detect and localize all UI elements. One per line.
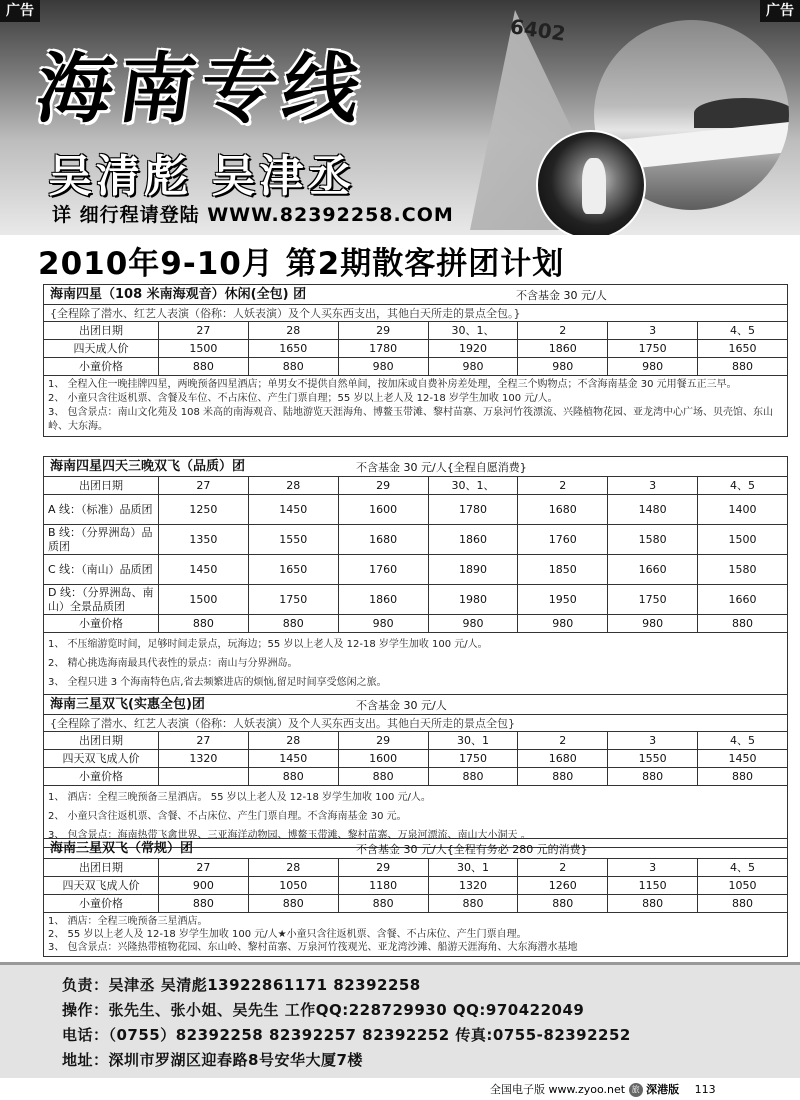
price-cell: 1760	[338, 555, 428, 585]
note-item: 1、 酒店：全程三晚预备三星酒店。 55 岁以上老人及 12-18 岁学生加收 100 元/人。	[48, 792, 431, 803]
price-cell: 880	[608, 768, 698, 786]
note-item: 1、 全程入住一晚挂牌四星，两晚预备四星酒店；单男女不提供自然单间，按加床或自费补房差处理，全程三个购物点；不含海南基金 30 元用餐五正三早。	[48, 379, 737, 390]
date-cell: 30、1、	[428, 322, 518, 340]
date-cell: 29	[338, 859, 428, 877]
price-cell: 880	[608, 895, 698, 913]
price-cell: 1600	[338, 495, 428, 525]
price-cell: 880	[159, 615, 249, 633]
edition-label: 深港版	[646, 1083, 680, 1096]
price-cell: 1680	[518, 495, 608, 525]
table-row	[44, 585, 788, 615]
row-label: A 线：（标准）品质团	[44, 495, 159, 525]
date-header-row	[44, 859, 788, 877]
price-cell: 1750	[428, 750, 518, 768]
fee-note: 不含基金 30 元/人	[356, 699, 447, 712]
price-cell: 880	[159, 358, 249, 376]
price-cell: 1500	[159, 340, 249, 358]
tour-section-4	[43, 838, 788, 957]
price-cell: 1550	[248, 525, 338, 555]
price-cell: 880	[248, 768, 338, 786]
date-cell: 29	[338, 732, 428, 750]
price-cell: 1180	[338, 877, 428, 895]
price-cell: 1920	[428, 340, 518, 358]
price-cell: 880	[338, 768, 428, 786]
section-title: 海南四星四天三晚双飞（品质）团 不含基金 30 元/人{全程自愿消费}	[43, 456, 788, 476]
section-title: 海南三星双飞（常规）团 不含基金 30 元/人{全程有务必 280 元的消费}	[43, 838, 788, 858]
section-title: 海南四星（108 米南海观音）休闲(全包) 团 不含基金 30 元/人	[43, 284, 788, 304]
date-cell: 27	[159, 477, 249, 495]
row-label: 小童价格	[44, 358, 159, 376]
price-cell: 880	[248, 615, 338, 633]
date-cell: 3	[608, 477, 698, 495]
date-cell: 4、5	[698, 859, 788, 877]
section-subtitle: {全程除了潜水、红艺人表演（俗称：人妖表演）及个人买东西支出。其他白天所走的景点全包}	[43, 714, 788, 731]
date-cell: 28	[248, 859, 338, 877]
price-cell: 980	[518, 358, 608, 376]
date-cell: 29	[338, 477, 428, 495]
date-cell: 27	[159, 732, 249, 750]
contact-address: 地址：深圳市罗湖区迎春路8号安华大厦7楼	[62, 1051, 363, 1069]
dancer-photo	[536, 130, 646, 235]
row-label: 四天成人价	[44, 340, 159, 358]
price-cell: 1320	[159, 750, 249, 768]
price-cell: 1450	[159, 555, 249, 585]
price-cell: 1650	[698, 340, 788, 358]
price-cell: 980	[518, 615, 608, 633]
date-cell: 30、1	[428, 732, 518, 750]
price-cell: 980	[608, 358, 698, 376]
fee-note: 不含基金 30 元/人{全程有务必 280 元的消费}	[356, 843, 588, 856]
row-label: 小童价格	[44, 895, 159, 913]
price-cell: 1260	[518, 877, 608, 895]
date-cell: 29	[338, 322, 428, 340]
date-header-row	[44, 477, 788, 495]
date-cell: 4、5	[698, 477, 788, 495]
price-cell: 1500	[698, 525, 788, 555]
note-item: 3、 包含景点：海南热带飞禽世界、三亚海洋动物园、博鳌玉带滩、黎村苗寨、万泉河漂流、南山大小洞天 。	[48, 830, 531, 841]
price-cell: 1050	[698, 877, 788, 895]
table-row	[44, 895, 788, 913]
note-item: 3、 全程只进 3 个海南特色店,省去频繁进店的烦恼,留足时间享受悠闲之旅。	[48, 677, 387, 688]
price-cell: 1320	[428, 877, 518, 895]
date-cell: 27	[159, 859, 249, 877]
price-cell: 880	[159, 895, 249, 913]
sail-number: 6402	[508, 14, 568, 46]
date-cell: 27	[159, 322, 249, 340]
price-cell: 880	[338, 895, 428, 913]
price-cell: 1890	[428, 555, 518, 585]
row-label: 小童价格	[44, 615, 159, 633]
note-item: 2、 精心挑选海南最具代表性的景点：南山与分界洲岛。	[48, 658, 298, 669]
price-cell: 900	[159, 877, 249, 895]
price-cell: 880	[698, 895, 788, 913]
note-item: 2、 小童只含往返机票、含餐及车位、不占床位、产生门票自理；55 岁以上老人及 12-18 岁学生加收 100 元/人。	[48, 393, 558, 404]
section-title: 海南三星双飞(实惠全包)团 不含基金 30 元/人	[43, 694, 788, 714]
section-subtitle: {全程除了潜水、红艺人表演（俗称：人妖表演）及个人买东西支出，其他白天所走的景点全包。}	[43, 304, 788, 321]
price-cell: 1250	[159, 495, 249, 525]
website-line: 详 细行程请登陆 WWW.82392258.COM	[52, 204, 454, 226]
price-cell: 1450	[248, 495, 338, 525]
price-cell: 1860	[338, 585, 428, 615]
date-cell: 4、5	[698, 322, 788, 340]
price-cell: 1450	[698, 750, 788, 768]
table-row	[44, 525, 788, 555]
ad-tag-right: 广告	[760, 0, 800, 22]
note-item: 3、 包含景点：南山文化苑及 108 米高的南海观音、陆地游览天涯海角、博鳌玉带滩、黎村苗寨、万泉河竹筏漂流、兴隆植物花园、亚龙湾中心广场、贝壳馆、东山岭、大东海。	[48, 407, 773, 432]
note-item: 2、 55 岁以上老人及 12-18 岁学生加收 100 元/人★小童只含往返机票、含餐、不占床位、产生门票自理。	[48, 929, 527, 940]
header-banner	[0, 0, 800, 235]
price-cell: 880	[428, 768, 518, 786]
price-table	[43, 731, 788, 786]
price-cell: 880	[518, 895, 608, 913]
table-row	[44, 768, 788, 786]
price-cell: 1580	[698, 555, 788, 585]
price-cell: 1400	[698, 495, 788, 525]
price-cell: 880	[518, 768, 608, 786]
price-cell: 1650	[248, 555, 338, 585]
row-label: 四天双飞成人价	[44, 877, 159, 895]
price-cell: 880	[428, 895, 518, 913]
tour-section-1	[43, 284, 788, 437]
price-cell: 1780	[428, 495, 518, 525]
row-label: 出团日期	[44, 322, 159, 340]
contact-responsible: 负责：吴津丞 吴清彪13922861171 82392258	[62, 976, 421, 994]
price-cell: 1980	[428, 585, 518, 615]
site-url[interactable]: 全国电子版 www.zyoo.net	[490, 1083, 626, 1096]
page-footer	[490, 1081, 716, 1097]
table-row	[44, 750, 788, 768]
table-row	[44, 358, 788, 376]
price-cell: 1860	[518, 340, 608, 358]
contact-block	[0, 962, 800, 1078]
price-cell	[159, 768, 249, 786]
table-row	[44, 877, 788, 895]
price-cell: 1760	[518, 525, 608, 555]
date-cell: 3	[608, 859, 698, 877]
agent-names: 吴清彪 吴津丞	[48, 151, 356, 202]
price-cell: 1750	[608, 340, 698, 358]
price-cell: 1860	[428, 525, 518, 555]
price-table	[43, 321, 788, 376]
page-title: 海南专线	[30, 44, 372, 133]
note-item: 2、 小童只含往返机票、含餐、不占床位、产生门票自理。不含海南基金 30 元。	[48, 811, 407, 822]
price-cell: 1680	[518, 750, 608, 768]
price-cell: 1680	[338, 525, 428, 555]
price-cell: 1600	[338, 750, 428, 768]
price-cell: 880	[248, 358, 338, 376]
date-cell: 30、1、	[428, 477, 518, 495]
note-item: 1、 不压缩游览时间，足够时间走景点，玩海边；55 岁以上老人及 12-18 岁学生加收 100 元/人。	[48, 639, 488, 650]
section-notes	[43, 913, 788, 957]
price-cell: 1480	[608, 495, 698, 525]
date-cell: 4、5	[698, 732, 788, 750]
tour-section-2	[43, 456, 788, 695]
date-header-row	[44, 732, 788, 750]
row-label: 出团日期	[44, 732, 159, 750]
date-cell: 28	[248, 732, 338, 750]
price-cell: 1780	[338, 340, 428, 358]
date-cell: 30、1	[428, 859, 518, 877]
contact-phone: 电话：（0755）82392258 82392257 82392252 传真:0755-82392252	[62, 1026, 631, 1044]
row-label: 出团日期	[44, 477, 159, 495]
price-cell: 1950	[518, 585, 608, 615]
publisher-logo-icon: 旅	[629, 1083, 643, 1097]
price-cell: 1150	[608, 877, 698, 895]
table-row	[44, 495, 788, 525]
price-table	[43, 858, 788, 913]
table-row	[44, 555, 788, 585]
price-cell: 1450	[248, 750, 338, 768]
table-row	[44, 615, 788, 633]
plan-title: 2010年9-10月 第2期散客拼团计划	[38, 246, 565, 282]
note-item: 1、 酒店：全程三晚预备三星酒店。	[48, 916, 208, 927]
price-cell: 980	[608, 615, 698, 633]
price-cell: 1550	[608, 750, 698, 768]
ad-tag-left: 广告	[0, 0, 40, 22]
row-label: C 线：（南山）品质团	[44, 555, 159, 585]
row-label: 小童价格	[44, 768, 159, 786]
price-cell: 980	[338, 615, 428, 633]
date-cell: 2	[518, 859, 608, 877]
date-cell: 2	[518, 732, 608, 750]
price-cell: 1750	[608, 585, 698, 615]
contact-operators: 操作：张先生、张小姐、吴先生 工作QQ:228729930 QQ:970422049	[62, 1001, 585, 1019]
tour-section-3	[43, 694, 788, 848]
fee-note: 不含基金 30 元/人	[516, 289, 607, 302]
price-cell: 980	[428, 358, 518, 376]
price-cell: 1750	[248, 585, 338, 615]
section-notes	[43, 376, 788, 437]
date-cell: 3	[608, 322, 698, 340]
price-table	[43, 476, 788, 633]
note-item: 3、 包含景点：兴隆热带植物花园、东山岭、黎村苗寨、万泉河竹筏观光、亚龙湾沙滩、船游天涯海角、大东海潜水基地	[48, 942, 578, 953]
row-label: 出团日期	[44, 859, 159, 877]
price-cell: 880	[698, 358, 788, 376]
fee-note: 不含基金 30 元/人{全程自愿消费}	[356, 461, 527, 474]
price-cell: 1050	[248, 877, 338, 895]
page-number: 113	[694, 1083, 716, 1096]
price-cell: 1350	[159, 525, 249, 555]
price-cell: 1850	[518, 555, 608, 585]
row-label: D 线：（分界洲岛、南山）全景品质团	[44, 585, 159, 615]
date-cell: 2	[518, 477, 608, 495]
section-notes	[43, 633, 788, 695]
price-cell: 1580	[608, 525, 698, 555]
price-cell: 980	[428, 615, 518, 633]
price-cell: 1650	[248, 340, 338, 358]
price-cell: 880	[698, 615, 788, 633]
date-header-row	[44, 322, 788, 340]
price-cell: 1660	[608, 555, 698, 585]
date-cell: 28	[248, 477, 338, 495]
price-cell: 1660	[698, 585, 788, 615]
date-cell: 2	[518, 322, 608, 340]
price-cell: 1500	[159, 585, 249, 615]
price-cell: 880	[698, 768, 788, 786]
price-cell: 980	[338, 358, 428, 376]
row-label: B 线：（分界洲岛）品质团	[44, 525, 159, 555]
price-cell: 880	[248, 895, 338, 913]
row-label: 四天双飞成人价	[44, 750, 159, 768]
table-row	[44, 340, 788, 358]
date-cell: 28	[248, 322, 338, 340]
date-cell: 3	[608, 732, 698, 750]
